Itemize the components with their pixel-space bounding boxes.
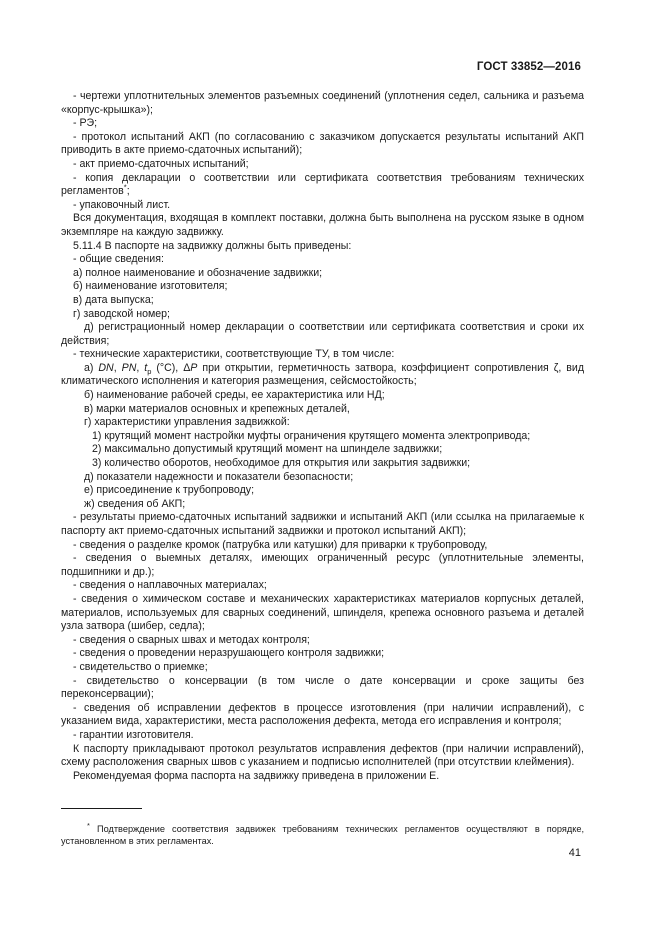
list-item: в) дата выпуска; — [73, 293, 154, 306]
paragraph: - акт приемо-сдаточных испытаний; — [73, 157, 249, 170]
list-item-text: (°С), Δ — [151, 361, 191, 374]
paragraph: - результаты приемо-сдаточных испытаний задвижки и испытаний АКП (или ссылка на прилагаемые к паспорту акт приемо-сдаточных испытаний задвижки и протокол испытаний АКП); — [61, 511, 584, 537]
list-item: 1) крутящий момент настройки муфты ограничения крутящего момента электропривода; — [92, 429, 531, 442]
list-item: в) марки материалов основных и крепежных деталей, — [84, 402, 350, 415]
list-item: д) регистрационный номер декларации о соответствии или сертификата соответствия и сроки их действия; — [61, 321, 584, 347]
paragraph: - сведения о химическом составе и механических характеристиках материалов корпусных деталей, материалов, используемых для сварных соединений, шпинделя, крепежа основного разъема и деталей узла затвора (шибер, седла); — [61, 592, 584, 633]
paragraph: Вся документация, входящая в комплект поставки, должна быть выполнена на русском языке в одном экземпляре на каждую задвижку. — [61, 212, 584, 238]
list-item: б) наименование рабочей среды, ее характеристика или НД; — [84, 389, 385, 402]
list-item: г) характеристики управления задвижкой: — [84, 416, 290, 429]
paragraph: К паспорту прикладывают протокол результатов исправления дефектов (при наличии исправлений), схему расположения сварных швов с указанием и подписью исполнителей (при отсутствии клеймения). — [61, 742, 584, 769]
list-item: д) показатели надежности и показатели безопасности; — [84, 470, 354, 483]
page-number: 41 — [568, 847, 581, 859]
paragraph: - сведения об исправлении дефектов в процессе изготовления (при наличии исправлений), с указанием вида, характеристики, места расположения дефекта, метода его исправления и контроля; — [61, 701, 584, 728]
list-item-text: , — [136, 361, 145, 374]
list-item: 3) количество оборотов, необходимое для открытия или закрытия задвижки; — [92, 457, 471, 470]
paragraph: - протокол испытаний АКП (по согласованию с заказчиком допускается результаты испытаний АКП приводить в акте приемо-сдаточных испытаний); — [61, 130, 584, 157]
paragraph: - чертежи уплотнительных элементов разъемных соединений (уплотнения седел, сальника и разъема «корпус-крышка»); — [61, 90, 584, 116]
paragraph: - сведения о сварных швах и методах контроля; — [73, 633, 310, 646]
paragraph-text: ; — [126, 185, 130, 198]
document-body — [61, 90, 584, 783]
paragraph: - свидетельство о консервации (в том числе о дате консервации и сроке защиты без переконсервации); — [61, 674, 584, 701]
list-item: ж) сведения об АКП; — [84, 497, 186, 510]
list-item — [61, 362, 584, 389]
list-item: б) наименование изготовителя; — [73, 280, 228, 293]
symbol-p: P — [190, 361, 198, 374]
symbol-pn: PN — [121, 361, 137, 374]
paragraph: - сведения о выемных деталях, имеющих ограниченный ресурс (уплотнительные элементы, подшипники и др.); — [61, 552, 584, 578]
list-item: е) присоединение к трубопроводу; — [84, 484, 255, 497]
paragraph: Рекомендуемая форма паспорта на задвижку приведена в приложении Е. — [73, 769, 440, 782]
list-item-text: , — [113, 361, 122, 374]
paragraph: - сведения о разделке кромок (патрубка или катушки) для приварки к трубопроводу, — [73, 538, 488, 551]
list-item: 2) максимально допустимый крутящий момент на шпинделе задвижки; — [92, 443, 443, 456]
document-code-header: ГОСТ 33852—2016 — [476, 61, 581, 73]
list-item-text: при открытии, герметичность затвора, коэффициент сопротивления ζ, вид климатического исполнения и категория размещения, сейсмостойкость; — [61, 361, 585, 388]
footnote-marker: * — [123, 182, 127, 192]
paragraph: - сведения о наплавочных материалах; — [73, 579, 267, 592]
list-item: а) полное наименование и обозначение задвижки; — [73, 266, 323, 279]
paragraph-text: - копия декларации о соответствии или сертификата соответствия требованиям технических регламентов — [61, 171, 584, 198]
list-item-text: а) — [84, 361, 99, 374]
paragraph — [61, 172, 584, 199]
symbol-dn: DN — [98, 361, 114, 374]
footnote — [61, 823, 584, 847]
symbol-subscript: р — [147, 366, 152, 376]
paragraph: - свидетельство о приемке; — [73, 660, 208, 673]
paragraph: - сведения о проведении неразрушающего контроля задвижки; — [73, 647, 385, 660]
footnote-text: Подтверждение соответствия задвижек требованиям технических регламентов осуществляют в порядке, установленном в этих регламентах. — [61, 824, 584, 847]
paragraph: - гарантии изготовителя. — [73, 728, 194, 741]
section-heading: 5.11.4 В паспорте на задвижку должны быть приведены: — [73, 239, 352, 252]
footnote-marker: * — [87, 821, 90, 831]
list-item: г) заводской номер; — [73, 307, 170, 320]
paragraph: - упаковочный лист. — [73, 198, 171, 211]
paragraph: - общие сведения: — [73, 253, 164, 266]
paragraph: - РЭ; — [73, 117, 98, 130]
symbol-t: t — [144, 361, 148, 374]
paragraph: - технические характеристики, соответствующие ТУ, в том числе: — [73, 348, 395, 361]
footnote-divider — [61, 808, 142, 809]
